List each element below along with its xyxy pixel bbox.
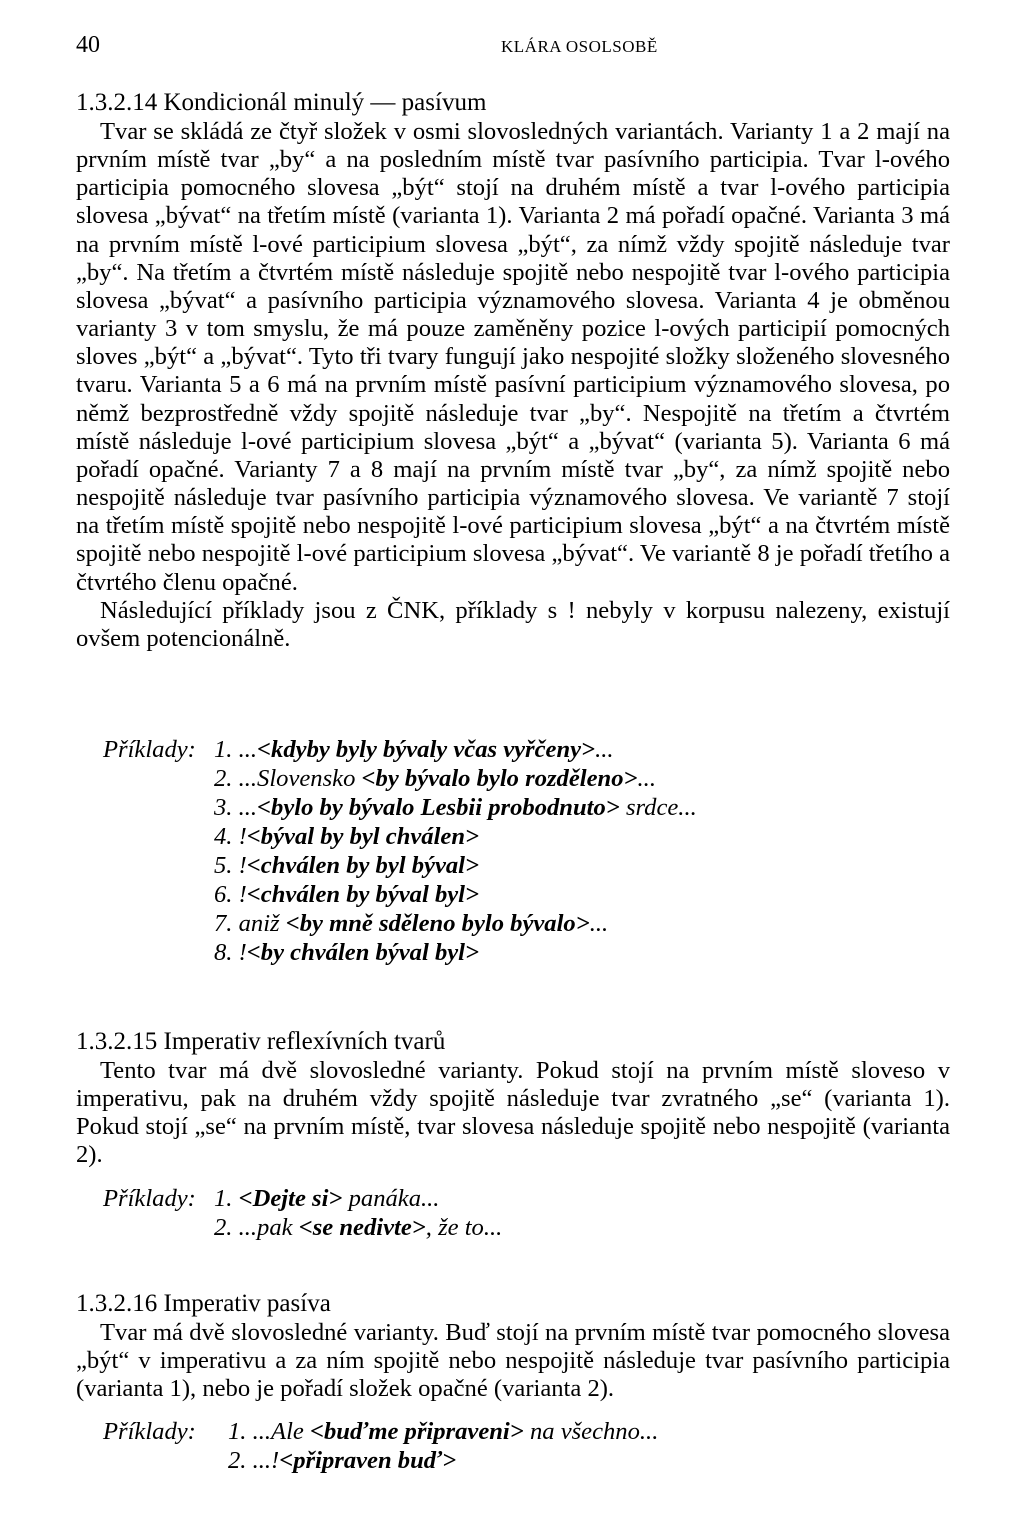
example-item	[214, 881, 479, 909]
example-bold-text: <bylo by bývalo Lesbii probodnuto>	[257, 794, 620, 821]
running-head: KLÁRA OSOLSOBĚ	[501, 37, 658, 56]
example-bold-text: <býval by byl chválen>	[246, 823, 480, 850]
example-text: ...	[232, 736, 258, 763]
example-item	[214, 910, 608, 938]
page-number: 40	[76, 32, 100, 58]
example-number: 6.	[214, 881, 233, 908]
example-item	[228, 1447, 456, 1475]
example-text: ...	[637, 765, 656, 792]
example-text: ...	[232, 794, 258, 821]
examples-label: Příklady:	[103, 1418, 196, 1445]
section-14-body	[76, 118, 950, 653]
example-number: 1.	[228, 1418, 247, 1445]
example-item	[214, 852, 479, 880]
example-number: 3.	[214, 794, 233, 821]
example-text: !	[232, 823, 247, 850]
example-bold-text: <by bývalo bylo rozděleno>	[361, 765, 638, 792]
section-16-body	[76, 1319, 950, 1403]
section-title-14: 1.3.2.14 Kondicionál minulý — pasívum	[76, 89, 487, 116]
example-number: 1.	[214, 1185, 233, 1212]
example-number: 8.	[214, 939, 233, 966]
example-item	[214, 939, 479, 967]
example-bold-text: <chválen by byl býval>	[246, 852, 480, 879]
example-item	[214, 794, 697, 822]
example-text: ...pak	[232, 1214, 299, 1241]
paragraph: Tvar má dvě slovosledné varianty. Buď stojí na prvním místě tvar pomocného slovesa „být“ v imperativu a za ním spojitě nebo nespojitě následuje tvar pasívního participia (varianta 1), nebo je pořadí složek opačné (varianta 2).	[76, 1319, 950, 1403]
example-bold-text: <chválen by býval byl>	[246, 881, 480, 908]
example-item	[214, 1185, 439, 1213]
example-text: aniž	[232, 910, 286, 937]
example-bold-text: <se nedivte>	[298, 1214, 426, 1241]
section-15-body	[76, 1057, 950, 1170]
example-item	[214, 765, 656, 793]
example-item	[214, 823, 479, 851]
paragraph: Tento tvar má dvě slovosledné varianty. Pokud stojí na prvním místě sloveso v imperativu, pak na druhém vždy spojitě následuje tvar zvratného „se“ (varianta 1). Pokud stojí „se“ na prvním místě, tvar slovesa následuje spojitě nebo nespojitě (varianta 2).	[76, 1057, 950, 1169]
example-text: panáka...	[342, 1185, 440, 1212]
example-text: ...	[589, 910, 609, 937]
example-bold-text: <buďme připraveni>	[309, 1418, 524, 1445]
example-text: ...Slovensko	[232, 765, 362, 792]
paragraph: Následující příklady jsou z ČNK, příklady s ! nebyly v korpusu nalezeny, existují ovšem potencionálně.	[76, 596, 950, 652]
examples-label: Příklady:	[103, 736, 196, 763]
section-title-16: 1.3.2.16 Imperativ pasíva	[76, 1290, 331, 1317]
example-item	[214, 736, 614, 764]
page-header	[76, 32, 951, 62]
example-text: ...!	[246, 1447, 280, 1474]
example-text: !	[232, 939, 247, 966]
example-text: na všechno...	[523, 1418, 659, 1445]
example-number: 2.	[214, 765, 233, 792]
section-title-15: 1.3.2.15 Imperativ reflexívních tvarů	[76, 1028, 446, 1055]
example-number: 7.	[214, 910, 233, 937]
example-bold-text: <Dejte si>	[238, 1185, 343, 1212]
example-text: , že to...	[425, 1214, 503, 1241]
example-item	[228, 1418, 658, 1446]
example-item	[214, 1214, 502, 1242]
example-bold-text: <by mně sděleno bylo bývalo>	[285, 910, 590, 937]
example-number: 2.	[214, 1214, 233, 1241]
example-text: !	[232, 852, 247, 879]
example-text: !	[232, 881, 247, 908]
example-bold-text: <připraven buď>	[279, 1447, 457, 1474]
example-number: 1.	[214, 736, 233, 763]
examples-label: Příklady:	[103, 1185, 196, 1212]
paragraph: Tvar se skládá ze čtyř složek v osmi slovosledných variantách. Varianty 1 a 2 mají na prvním místě tvar „by“ a na posledním místě tvar pasívního participia. Tvar l-ového participia pomocného slovesa „být“ stojí na druhém místě a tvar l-ového participia slovesa „bývat“ na třetím místě (varianta 1). Varianta 2 má pořadí opačné. Varianta 3 má na prvním místě l-ové participium slovesa „být“, za nímž vždy spojitě následuje tvar „by“. Na třetím a čtvrtém místě následuje spojitě nebo nespojitě tvar l-ového participia slovesa „bývat“ a pasívního participia významového slovesa. Varianta 4 je obměnou varianty 3 v tom smyslu, že má pouze zaměněny pozice l-ových participií pomocných sloves „být“ a „bývat“. Tyto tři tvary fungují jako nespojité složky složeného slovesného tvaru. Varianta 5 a 6 má na prvním místě pasívní participium významového slovesa, po němž bezprostředně vždy spojitě následuje tvar „by“. Nespojitě na třetím a čtvrtém místě následuje l-ové participium slovesa „být“ a „bývat“ (varianta 5). Varianta 6 má pořadí opačné. Varianty 7 a 8 mají na prvním místě tvar „by“, za nímž spojitě nebo nespojitě následuje tvar pasívního participia významového slovesa. Ve variantě 7 stojí na třetím místě spojitě nebo nespojitě l-ové participium slovesa „být“ a na čtvrtém místě spojitě nebo nespojitě l-ové participium slovesa „bývat“. Ve variantě 8 je pořadí třetího a čtvrtého členu opačné.	[76, 118, 950, 596]
example-text: ...Ale	[246, 1418, 310, 1445]
example-number: 5.	[214, 852, 233, 879]
example-bold-text: <kdyby byly bývaly včas vyřčeny>	[257, 736, 596, 763]
example-number: 2.	[228, 1447, 247, 1474]
example-text: srdce...	[619, 794, 697, 821]
example-bold-text: <by chválen býval byl>	[246, 939, 480, 966]
example-number: 4.	[214, 823, 233, 850]
example-text: ...	[595, 736, 614, 763]
